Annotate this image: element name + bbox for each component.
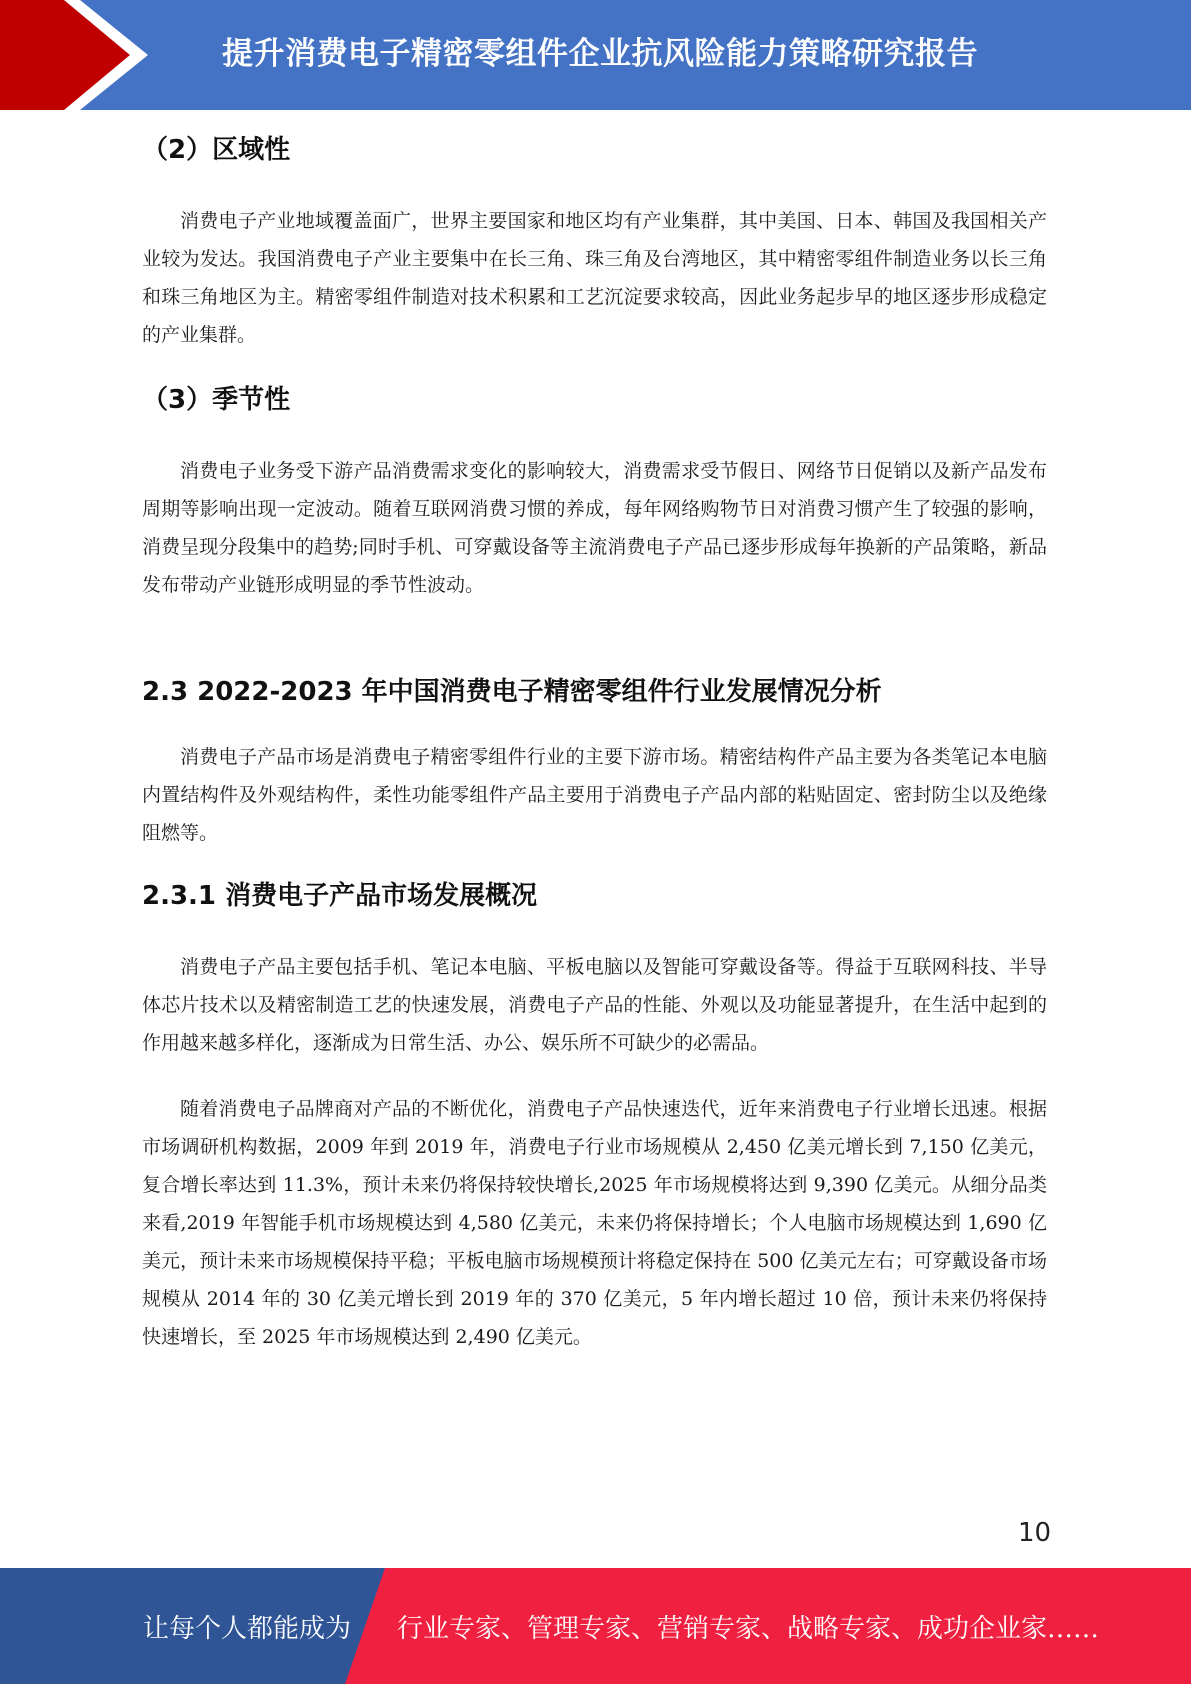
page-header xyxy=(0,0,1191,110)
report-title: 提升消费电子精密零组件企业抗风险能力策略研究报告 xyxy=(222,36,978,72)
paragraph-regional: 消费电子产业地域覆盖面广，世界主要国家和地区均有产业集群，其中美国、日本、韩国及我国相关产业较为发达。我国消费电子产业主要集中在长三角、珠三角及台湾地区，其中精密零组件制造业务以长三角和珠三角地区为主。精密零组件制造对技术积累和工艺沉淀要求较高，因此业务起步早的地区逐步形成稳定的产业集群。 xyxy=(142,210,1047,346)
page-footer xyxy=(0,1568,1191,1684)
heading-section-2-3: 2.3 2022-2023 年中国消费电子精密零组件行业发展情况分析 xyxy=(142,677,882,707)
footer-slogan-left: 让每个人都能成为 xyxy=(143,1614,352,1644)
header-chevron-icon xyxy=(0,0,160,110)
footer-slogan-right: 行业专家、管理专家、营销专家、战略专家、成功企业家…… xyxy=(397,1614,1100,1644)
heading-seasonal: （3）季节性 xyxy=(142,385,291,415)
heading-regional: （2）区域性 xyxy=(142,135,291,165)
heading-section-2-3-1: 2.3.1 消费电子产品市场发展概况 xyxy=(142,881,538,911)
paragraph-seasonal: 消费电子业务受下游产品消费需求变化的影响较大，消费需求受节假日、网络节日促销以及新产品发布周期等影响出现一定波动。随着互联网消费习惯的养成，每年网络购物节日对消费习惯产生了较强的影响，消费呈现分段集中的趋势;同时手机、可穿戴设备等主流消费电子产品已逐步形成每年换新的产品策略，新品发布带动产业链形成明显的季节性波动。 xyxy=(142,460,1047,596)
page-content xyxy=(142,130,1047,1356)
paragraph-section-2-3: 消费电子产品市场是消费电子精密零组件行业的主要下游市场。精密结构件产品主要为各类笔记本电脑内置结构件及外观结构件，柔性功能零组件产品主要用于消费电子产品内部的粘贴固定、密封防尘以及绝缘阻燃等。 xyxy=(142,746,1047,844)
paragraph-market-overview-2: 随着消费电子品牌商对产品的不断优化，消费电子产品快速迭代，近年来消费电子行业增长迅速。根据市场调研机构数据，2009 年到 2019 年，消费电子行业市场规模从 2,450 亿美元增长到 7,150 亿美元，复合增长率达到 11.3%，预计未来仍将保持较快增长,2025 年市场规模将达到 9,390 亿美元。从细分品类来看,2019 年智能手机市场规模达到 4,580 亿美元，未来仍将保持增长；个人电脑市场规模达到 1,690 亿美元，预计未来市场规模保持平稳；平板电脑市场规模预计将稳定保持在 500 亿美元左右；可穿戴设备市场规模从 2014 年的 30 亿美元增长到 2019 年的 370 亿美元，5 年内增长超过 10 倍，预计未来仍将保持快速增长，至 2025 年市场规模达到 2,490 亿美元。 xyxy=(142,1098,1047,1348)
paragraph-market-overview-1: 消费电子产品主要包括手机、笔记本电脑、平板电脑以及智能可穿戴设备等。得益于互联网科技、半导体芯片技术以及精密制造工艺的快速发展，消费电子产品的性能、外观以及功能显著提升，在生活中起到的作用越来越多样化，逐渐成为日常生活、办公、娱乐所不可缺少的必需品。 xyxy=(142,956,1047,1054)
page-number: 10 xyxy=(1018,1518,1052,1548)
